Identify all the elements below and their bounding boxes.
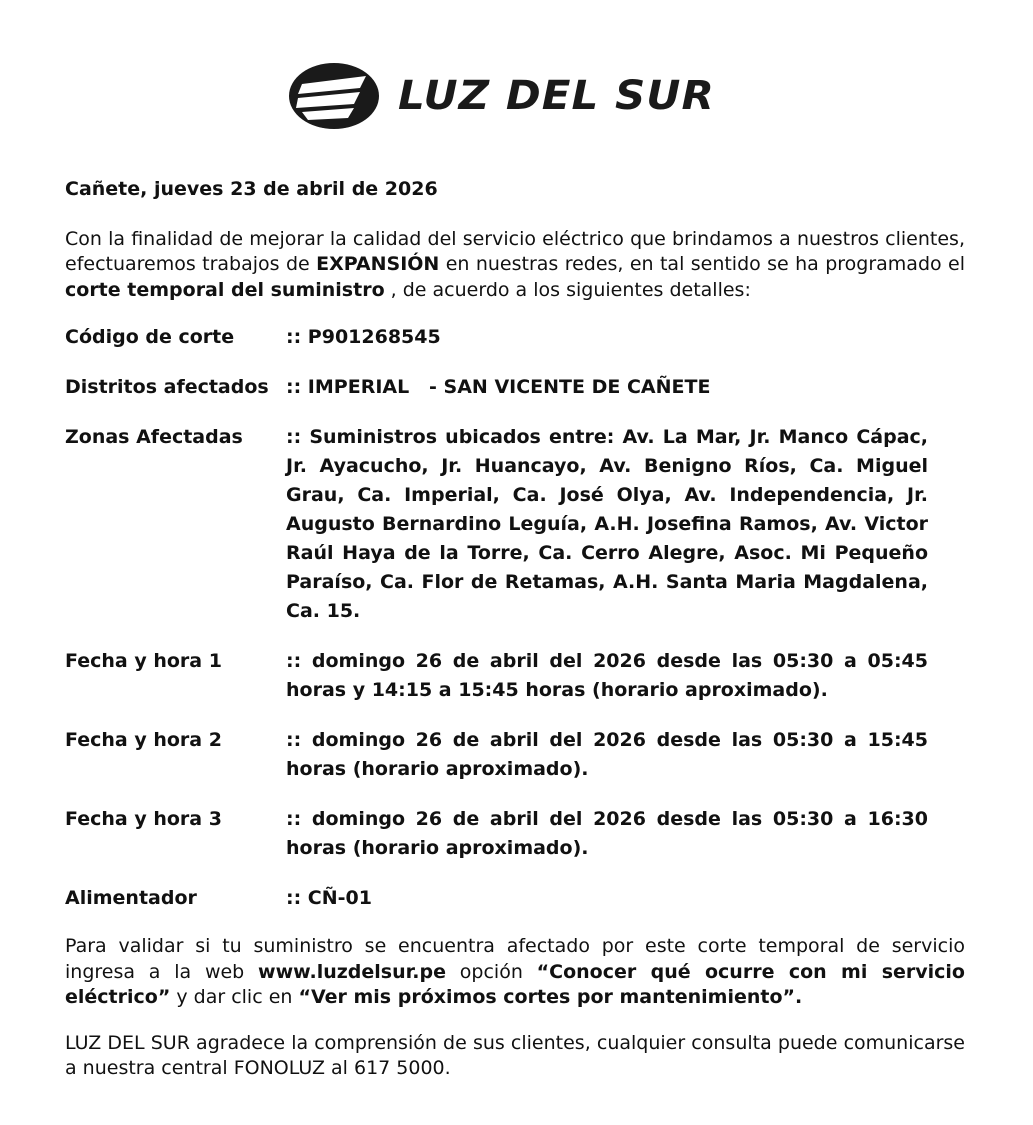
detail-row-distritos (65, 373, 965, 402)
luz-del-sur-logo-icon (288, 62, 380, 130)
maintenance-option: “Ver mis próximos cortes por mantenimiento”. (298, 986, 803, 1008)
detail-row-fecha-2 (65, 726, 965, 784)
validation-text-1: Para validar si tu suministro se encuentra afectado por este corte temporal de servicio ingresa a la web (65, 935, 965, 983)
validation-text-2: opción (446, 960, 537, 983)
validation-paragraph (65, 934, 965, 1011)
detail-value: :: IMPERIAL - SAN VICENTE DE CAÑETE (286, 376, 711, 398)
intro-expansion: EXPANSIÓN (316, 253, 440, 275)
detail-label: Fecha y hora 2 (65, 729, 222, 751)
detail-label: Fecha y hora 3 (65, 808, 222, 830)
detail-label: Código de corte (65, 326, 235, 348)
detail-value: :: Suministros ubicados entre: Av. La Mar, Jr. Manco Cápac, Jr. Ayacucho, Jr. Huancayo, Av. Benigno Ríos, Ca. Miguel Grau, Ca. Imperial, Ca. José Olya, Av. Independencia, Jr. Augusto Bernardino Leguía, A.H. Josefina Ramos, Av. Victor Raúl Haya de la Torre, Ca. Cerro Alegre, Asoc. Mi Pequeño Paraíso, Ca. Flor de Retamas, A.H. Santa Maria Magdalena, Ca. 15. (286, 426, 928, 622)
website-link[interactable]: www.luzdelsur.pe (258, 960, 446, 983)
detail-row-codigo (65, 323, 965, 352)
detail-label: Fecha y hora 1 (65, 650, 222, 672)
intro-text-2: en nuestras redes, en tal sentido se ha programado el (439, 253, 965, 275)
detail-value: :: CÑ-01 (286, 887, 372, 909)
intro-paragraph (65, 227, 965, 304)
intro-text-3: , de acuerdo a los siguientes detalles: (384, 278, 751, 301)
detail-value: :: domingo 26 de abril del 2026 desde las 05:30 a 16:30 horas (horario aproximado). (286, 808, 928, 859)
detail-row-fecha-3 (65, 805, 965, 863)
detail-label: Distritos afectados (65, 376, 269, 398)
detail-row-zonas (65, 423, 965, 626)
detail-row-alimentador (65, 884, 965, 913)
company-logo (288, 62, 715, 130)
date-line: Cañete, jueves 23 de abril de 2026 (65, 178, 438, 200)
intro-text-1: Con la finalidad de mejorar la calidad del servicio eléctrico que brindamos a nuestros clientes, efectuaremos trabajos de (65, 227, 965, 275)
detail-value: :: domingo 26 de abril del 2026 desde las 05:30 a 15:45 horas (horario aproximado). (286, 729, 928, 780)
service-option: “Conocer qué ocurre con mi servicio eléctrico” (65, 960, 965, 1008)
detail-row-fecha-1 (65, 647, 965, 705)
thanks-paragraph: LUZ DEL SUR agradece la comprensión de sus clientes, cualquier consulta puede comunicarse a nuestra central FONOLUZ al 617 5000. (65, 1031, 965, 1079)
detail-label: Zonas Afectadas (65, 426, 243, 448)
detail-value: :: P901268545 (286, 326, 441, 348)
brand-name: LUZ DEL SUR (398, 73, 715, 119)
notice-document (65, 177, 965, 1082)
validation-text-3: y dar clic en (170, 986, 299, 1008)
intro-corte: corte temporal del suministro (65, 278, 385, 301)
detail-value: :: domingo 26 de abril del 2026 desde las 05:30 a 05:45 horas y 14:15 a 15:45 horas (horario aproximado). (286, 650, 928, 701)
detail-label: Alimentador (65, 887, 197, 909)
